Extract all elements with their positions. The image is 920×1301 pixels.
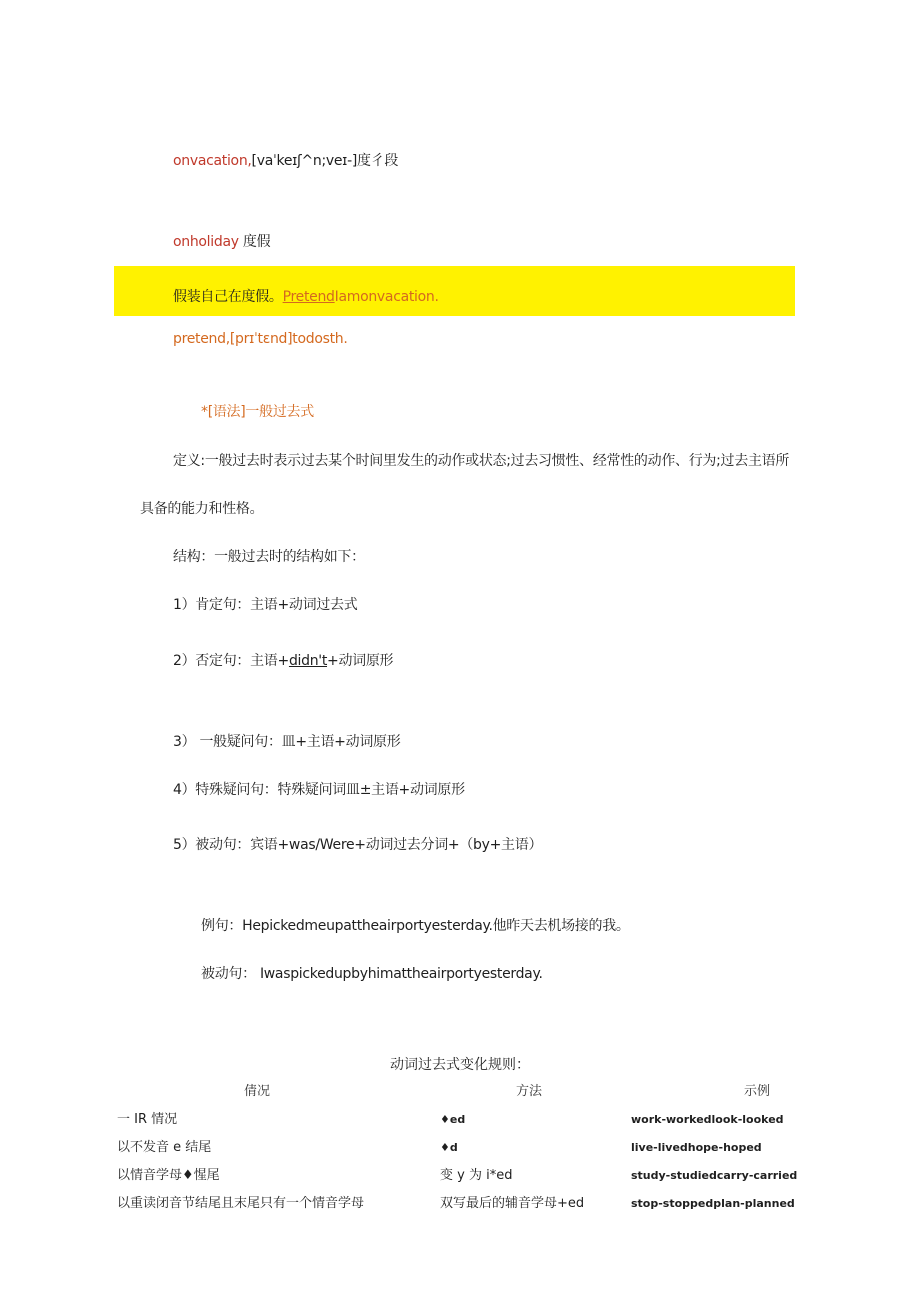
vocab-line-pretend: pretend,[prɪˈtɛnd]todosth. <box>173 331 348 347</box>
table-cell-example: stop-stoppedplan-planned <box>631 1197 795 1210</box>
table-cell-situation: 一 IR 情况 <box>117 1112 178 1127</box>
table-cell-situation: 以情音学母♦惺尾 <box>117 1168 220 1183</box>
table-cell-situation: 以不发音 e 结尾 <box>117 1140 212 1155</box>
vocab-line-vacation <box>173 152 398 170</box>
vocab-line-holiday <box>173 233 270 251</box>
sentence-english: Iamonvacation. <box>334 289 439 305</box>
table-cell-method: 双写最后的辅音学母+ed <box>440 1196 585 1211</box>
example-passive: 被动句： Iwaspickedupbyhimattheairportyesterday. <box>201 966 543 982</box>
sentence-chinese: 假装自己在度假。 <box>173 289 283 305</box>
vocab-word: onvacation, <box>173 153 252 169</box>
table-header-example: 示例 <box>744 1084 771 1099</box>
rule-special-question: 4）特殊疑问句：特殊疑问词皿±主语+动词原形 <box>173 782 465 798</box>
rule-negative <box>173 652 393 670</box>
vocab-line-pretend-sentence <box>173 288 439 306</box>
rule-affirmative: 1）肯定句：主语+动词过去式 <box>173 597 358 613</box>
vocab-definition: 度假 <box>238 234 271 250</box>
table-title: 动词过去式变化规则： <box>390 1057 530 1073</box>
definition-line-1: 定义:一般过去时表示过去某个时间里发生的动作或状态;过去习惯性、经常性的动作、行为;过去主语所 <box>173 453 790 469</box>
table-cell-method: ♦ed <box>440 1113 466 1126</box>
grammar-heading: *[语法]一般过去式 <box>201 404 314 420</box>
rule-negative-part2: +动词原形 <box>327 653 394 669</box>
rule-passive: 5）被动句：宾语+was/Were+动词过去分词+（by+主语） <box>173 837 543 853</box>
table-cell-situation: 以重读闭音节结尾且末尾只有一个情音学母 <box>117 1196 365 1211</box>
table-cell-example: study-studiedcarry-carried <box>631 1169 798 1182</box>
vocab-definition: [vaˈkeɪʃ^n;veɪ-]度彳段 <box>251 153 399 169</box>
table-cell-example: work-workedlook-looked <box>631 1113 784 1126</box>
table-cell-method: 变 y 为 i*ed <box>440 1168 513 1183</box>
table-header-method: 方法 <box>516 1084 543 1099</box>
example-sentence: 例句：Hepickedmeupattheairportyesterday.他昨天去机场接的我。 <box>201 918 630 934</box>
table-cell-example: live-livedhope-hoped <box>631 1141 762 1154</box>
table-header-situation: 倩况 <box>244 1084 271 1099</box>
rule-negative-didnt: didn't <box>288 653 328 669</box>
sentence-english-underlined: Pretend <box>282 289 335 305</box>
vocab-word: onholiday <box>173 234 239 250</box>
table-cell-method: ♦d <box>440 1141 458 1154</box>
structure-intro: 结构：一般过去时的结构如下： <box>173 549 365 565</box>
definition-line-2: 具备的能力和性格。 <box>140 501 264 517</box>
rule-negative-part1: 2）否定句：主语+ <box>173 653 289 669</box>
rule-general-question: 3） 一般疑问句：皿+主语+动词原形 <box>173 734 401 750</box>
